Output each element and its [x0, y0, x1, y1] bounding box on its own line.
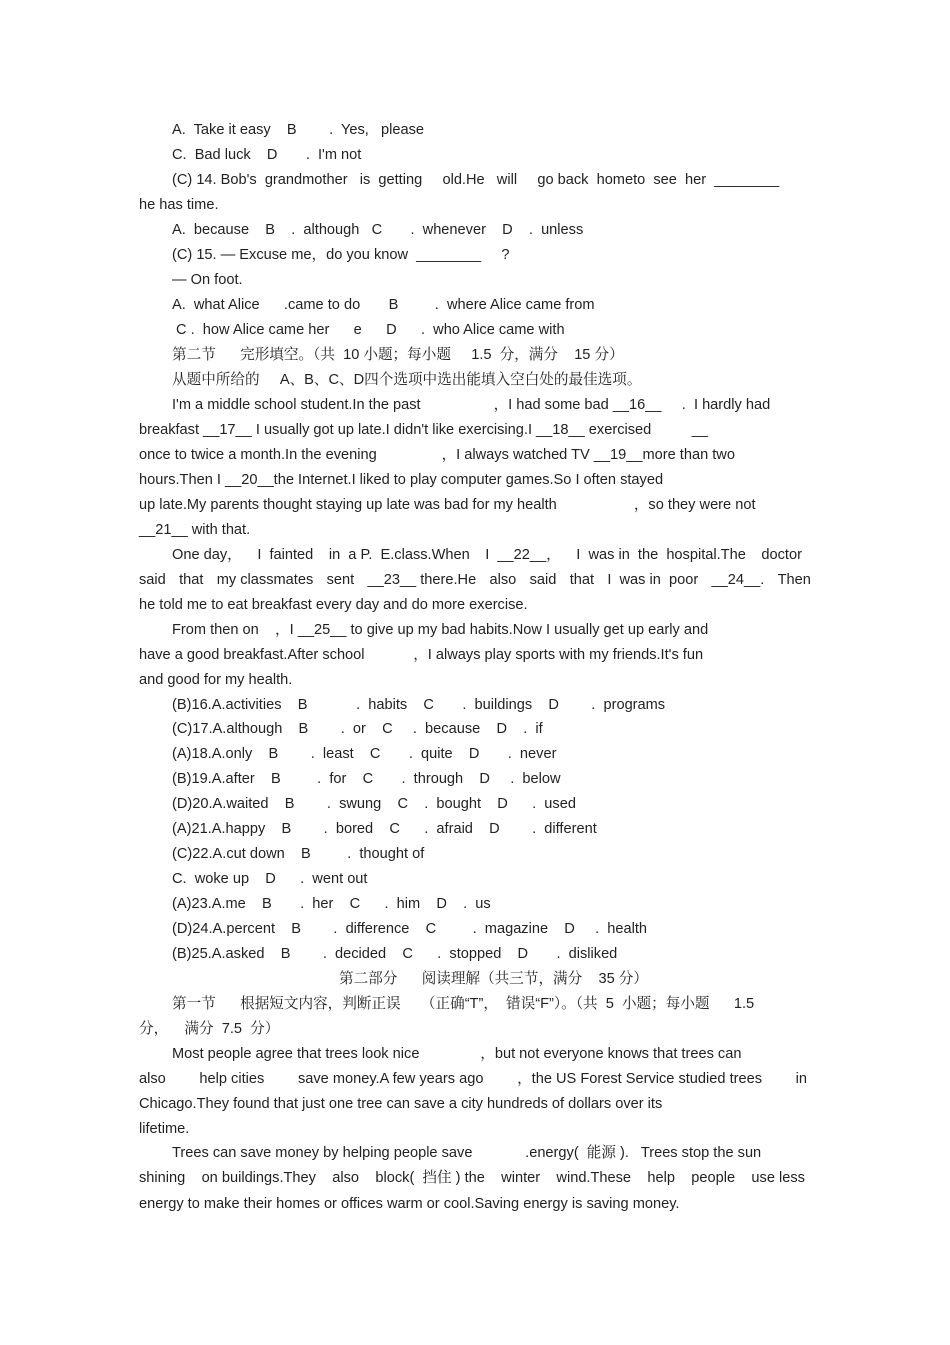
cloze-paragraph-2-line: [172, 546, 802, 564]
word: on buildings.They: [201, 1170, 316, 1186]
reading-paragraph-line: [139, 1169, 805, 1187]
cloze-option-row: (A)21.A.happy B . bored C . afraid D . different: [172, 821, 597, 837]
word: sent: [326, 572, 355, 588]
word: also: [489, 572, 517, 588]
reading-paragraph-line: Most people agree that trees look nice ，but not everyone knows that trees can: [172, 1046, 742, 1062]
word: wind.These: [556, 1170, 632, 1186]
q14-options: A. because B . although C . whenever D . unless: [172, 222, 584, 238]
cloze-paragraph-2-line: [139, 571, 811, 589]
cloze-paragraph-3-line: and good for my health.: [139, 672, 293, 688]
cloze-option-row: (B)19.A.after B . for C . through D . below: [172, 771, 561, 787]
reading-instructions-cont: 分， 满分 7.5 分）: [139, 1021, 280, 1037]
word: I was in poor: [607, 572, 699, 588]
word: save money.A few years ago: [297, 1071, 484, 1087]
word: my classmates: [216, 572, 314, 588]
word: help cities: [199, 1071, 265, 1087]
cloze-paragraph-1-line: hours.Then I __20__the Internet.I liked to play computer games.So I often stayed: [139, 472, 664, 488]
section-heading-reading: 第二部分 阅读理解（共三节，满分 35 分）: [339, 971, 648, 987]
cloze-option-row: (B)25.A.asked B . decided C . stopped D . disliked: [172, 946, 618, 962]
cloze-paragraph-3-line: From then on ，I __25__ to give up my bad habits.Now I usually get up early and: [172, 622, 709, 638]
word: __23__ there.He: [367, 572, 477, 588]
word: ，the US Forest Service studied trees: [517, 1071, 763, 1087]
cloze-option-row: (B)16.A.activities B . habits C . buildings D . programs: [172, 697, 666, 713]
q13-options-cd: C. Bad luck D . I'm not: [172, 147, 362, 163]
word: doctor: [761, 547, 802, 563]
cloze-paragraph-2-line: [139, 596, 528, 614]
cloze-paragraph-1-line: __21__ with that.: [139, 522, 251, 538]
word: people: [691, 1170, 736, 1186]
text: he told me to eat breakfast every day and do more exercise.: [139, 597, 528, 613]
reading-paragraph-line: Chicago.They found that just one tree can save a city hundreds of dollars over its: [139, 1096, 663, 1112]
word: I was in the hospital.The: [576, 547, 746, 563]
q15-options-cd: C . how Alice came her e D . who Alice came with: [172, 322, 565, 338]
cloze-paragraph-1-line: up late.My parents thought staying up late was bad for my health ，so they were not: [139, 497, 756, 513]
reading-paragraph-line: Trees can save money by helping people save .energy( 能源 ). Trees stop the sun: [172, 1145, 762, 1161]
cloze-option-row: (C)17.A.although B . or C . because D . if: [172, 721, 543, 737]
word: winter: [501, 1170, 541, 1186]
cloze-paragraph-1-line: I'm a middle school student.In the past ，I had some bad __16__ . I hardly had: [172, 397, 771, 413]
cloze-option-row: (A)23.A.me B . her C . him D . us: [172, 896, 491, 912]
word: that: [569, 572, 595, 588]
cloze-instructions: 从题中所给的 A、B、C、D四个选项中选出能填入空白处的最佳选项。: [172, 372, 642, 388]
q15-stem: (C) 15. — Excuse me，do you know ________ ?: [172, 247, 510, 263]
cloze-option-row: (D)24.A.percent B . difference C . magazine D . health: [172, 921, 648, 937]
reading-paragraph-line: energy to make their homes or offices warm or cool.Saving energy is saving money.: [139, 1196, 680, 1212]
cloze-paragraph-1-line: breakfast __17__ I usually got up late.I didn't like exercising.I __18__ exercised __: [139, 422, 709, 438]
q15-options-ab: A. what Alice .came to do B . where Alice came from: [172, 297, 595, 313]
word: in a P. E.class.When: [328, 547, 470, 563]
q14-stem: (C) 14. Bob's grandmother is getting old.He will go back hometo see her ________: [172, 172, 780, 188]
cloze-paragraph-3-line: have a good breakfast.After school ，I always play sports with my friends.It's fun: [139, 647, 704, 663]
cloze-option-row: (C)22.A.cut down B . thought of: [172, 846, 425, 862]
section-heading-cloze: 第二节 完形填空。（共 10 小题；每小题 1.5 分，满分 15 分）: [172, 347, 624, 363]
word: said: [529, 572, 557, 588]
word: in: [795, 1071, 807, 1087]
word: Then: [777, 572, 811, 588]
cloze-paragraph-1-line: once to twice a month.In the evening ，I always watched TV __19__more than two: [139, 447, 735, 463]
word: use less: [751, 1170, 805, 1186]
word: block( 挡住 ) the: [375, 1170, 485, 1186]
q13-options-ab: A. Take it easy B . Yes, please: [172, 122, 425, 138]
q14-stem-cont: he has time.: [139, 197, 219, 213]
word: One day，: [172, 547, 242, 563]
word: I __22__，: [485, 547, 561, 563]
cloze-option-row: (A)18.A.only B . least C . quite D . never: [172, 746, 557, 762]
reading-paragraph-line: [139, 1070, 807, 1088]
word: __24__.: [711, 572, 765, 588]
word: that: [179, 572, 204, 588]
reading-instructions: 第一节 根据短文内容，判断正误 （正确“T”， 错误“F”）。（共 5 小题；每小题 1.5: [172, 996, 755, 1012]
word: shining: [139, 1170, 186, 1186]
word: help: [647, 1170, 675, 1186]
reading-paragraph-line: lifetime.: [139, 1121, 190, 1137]
word: said: [139, 572, 166, 588]
cloze-option-row: (D)20.A.waited B . swung C . bought D . used: [172, 796, 576, 812]
word: I fainted: [257, 547, 314, 563]
q15-reply: — On foot.: [172, 272, 243, 288]
cloze-option-row: C. woke up D . went out: [172, 871, 368, 887]
word: also: [332, 1170, 360, 1186]
word: also: [139, 1071, 166, 1087]
